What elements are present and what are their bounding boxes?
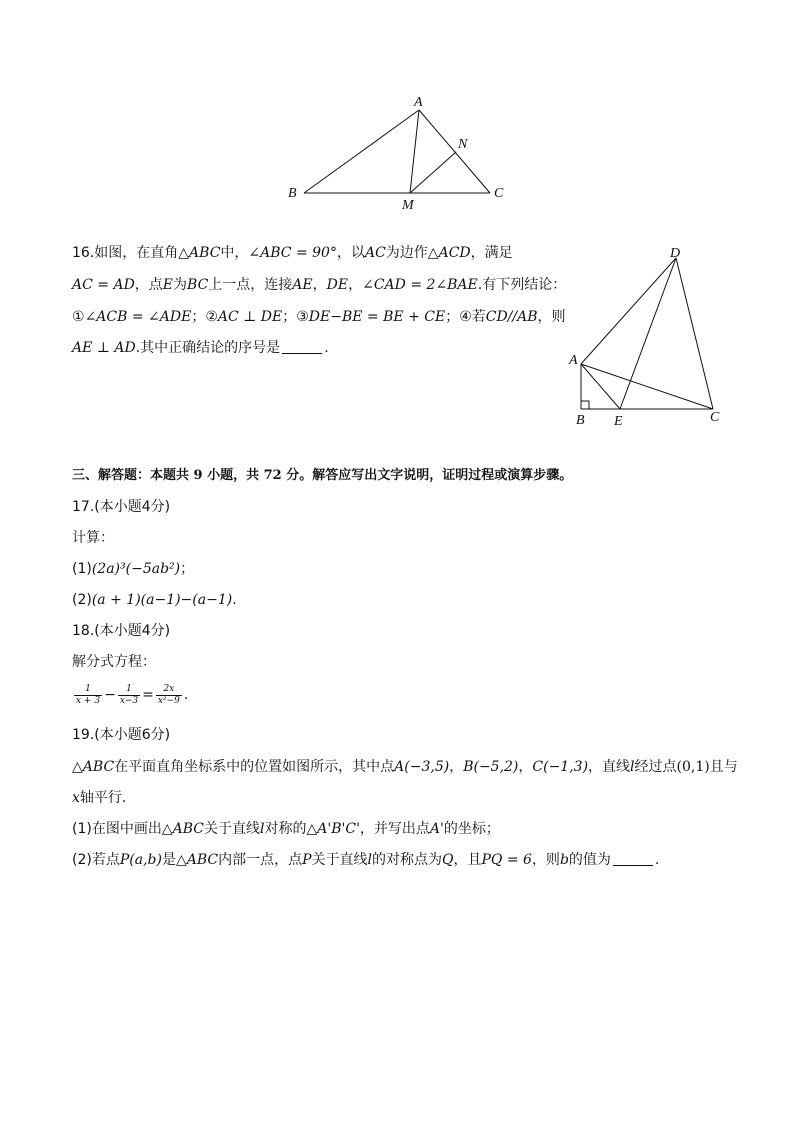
label-e2: E [614, 414, 623, 429]
q16-text: .有下列结论： [477, 277, 567, 293]
q17-text: . [232, 592, 237, 608]
heading-text: 三、解答题：本题共 [72, 468, 194, 483]
label-b2: B [576, 413, 585, 428]
q19-text: 在平面直角坐标系中的位置如图所示，其中点 [114, 759, 395, 775]
math-abc-prime: A'B'C' [317, 821, 360, 837]
math-expr: (a + 1)(a−1)−(a−1) [91, 592, 233, 608]
q16-text: 中， [220, 245, 249, 261]
q16-text: ； [191, 309, 206, 325]
math-ac-ad: AC = AD [72, 277, 135, 293]
math-l: l [630, 759, 635, 775]
q17-part1 [72, 559, 194, 579]
q18-equation [72, 682, 188, 708]
q19-text: ，并写出点 [359, 821, 430, 837]
q19-text: 内部一点，点 [218, 852, 303, 868]
math-x: x [72, 790, 80, 806]
heading-count: 9 [193, 468, 203, 483]
q19-text: . [654, 852, 660, 868]
numerator: 2x [156, 684, 182, 696]
math-de: DE [326, 277, 349, 293]
q18-text: . [183, 687, 189, 703]
label-c2: C [710, 410, 720, 425]
heading-points: 72 [263, 468, 282, 483]
q16-text: 为边作 [385, 245, 428, 261]
q16-text: ； [282, 309, 297, 325]
fraction-2 [118, 684, 140, 707]
q17-part2 [72, 590, 237, 610]
math-abc: ABC [82, 759, 115, 775]
math-abc: ABC [186, 852, 219, 868]
q16-text: ， [312, 277, 327, 293]
q19-text: 关于直线 [311, 852, 368, 868]
math-ae: AE [292, 277, 313, 293]
math-bc: BC [187, 277, 209, 293]
math-expr: (2a)³(−5ab²) [91, 561, 181, 577]
q16-text: ④若 [459, 309, 486, 325]
math-angle-abc: ∠ABC = 90° [248, 245, 337, 261]
math-ac: AC [364, 245, 386, 261]
label-m: M [402, 198, 414, 213]
q19-part2 [72, 850, 659, 870]
label-a: A [414, 95, 423, 110]
math-p: P [302, 852, 312, 868]
math-angle-cad: ∠CAD = 2∠BAE [362, 277, 478, 293]
q16-text: ，以 [336, 245, 365, 261]
q19-part1 [72, 819, 500, 839]
part-label: (2) [72, 592, 92, 608]
math-l: l [367, 852, 373, 868]
q19-text: ， [518, 759, 533, 775]
math-b: b [559, 852, 569, 868]
math-c2: AC ⊥ DE [217, 309, 283, 325]
math-point-c: C(−1,3) [532, 759, 589, 775]
math-c4: CD//AB [485, 309, 538, 325]
math-q: Q [442, 852, 454, 868]
heading-text: 分。解答应写出文字说明，证明过程或演算步骤。 [281, 468, 573, 483]
operator: = [142, 687, 154, 703]
q16-text: ② [205, 309, 218, 325]
denominator: x−3 [119, 695, 139, 706]
label-n: N [458, 137, 468, 152]
math-abc: ABC [172, 821, 204, 837]
q16-text: 上一点，连接 [208, 277, 293, 293]
q18-title: 18.(本小题4分) [72, 623, 171, 639]
q19-text: 的对称点为 [372, 852, 443, 868]
q16-text: ，点 [134, 277, 163, 293]
q16-line1 [72, 243, 513, 263]
triangle-symbol: △ [161, 821, 173, 837]
q19-text: 的值为 [568, 852, 611, 868]
q19-text: ，则 [531, 852, 560, 868]
figure-triangle-amn [280, 90, 520, 215]
label-c: C [494, 186, 504, 201]
denominator: x²−9 [157, 695, 180, 706]
label-b: B [288, 186, 297, 201]
q16-text: ，则 [537, 309, 566, 325]
triangle-symbol: △ [306, 821, 318, 837]
math-c3: DE−BE = BE + CE [308, 309, 446, 325]
math-ae-ad: AE ⊥ AD [72, 340, 136, 356]
q16-text: ， [348, 277, 363, 293]
q19-text: 经过点 [634, 759, 677, 775]
q16-text: ① [72, 309, 85, 325]
q19-text: ，且 [453, 852, 482, 868]
q17-prompt: 计算： [72, 530, 114, 546]
q19-text: 关于直线 [204, 821, 260, 837]
q17-title: 17.(本小题4分) [72, 499, 171, 515]
q16-text: ； [445, 309, 460, 325]
q19-line2 [72, 788, 136, 808]
fraction-1 [74, 684, 102, 707]
answer-blank[interactable] [613, 851, 653, 866]
math-point-b: B(−5,2) [463, 759, 519, 775]
q16-text: ③ [296, 309, 309, 325]
numerator: 1 [74, 684, 102, 696]
q16-line4 [72, 338, 329, 358]
triangle-symbol: △ [175, 852, 187, 868]
math-pq: PQ = 6 [481, 852, 532, 868]
q16-text: ，满足 [470, 245, 513, 261]
math-l: l [260, 821, 265, 837]
label-a2: A [569, 353, 578, 368]
q19-title: 19.(本小题6分) [72, 727, 171, 743]
denominator: x + 3 [76, 695, 101, 706]
q16-text: .其中正确结论的序号是 [135, 340, 281, 356]
q19-text: (1)在图中画出 [72, 821, 162, 837]
q19-text: 对称的 [264, 821, 307, 837]
q19-text: (2)若点 [72, 852, 120, 868]
q16-text: 16.如图，在直角 [72, 245, 179, 261]
q16-line3 [72, 307, 566, 327]
triangle-symbol: △ [178, 245, 190, 261]
q16-line2 [72, 275, 566, 295]
part-label: (1) [72, 561, 92, 577]
q19-text: ，直线 [588, 759, 631, 775]
math-point-a: A(−3,5) [394, 759, 450, 775]
math-acd: ACD [438, 245, 471, 261]
label-d: D [670, 246, 681, 261]
q19-text: 且与 [709, 759, 738, 775]
triangle-symbol: △ [427, 245, 439, 261]
math-c1: ∠ACB = ∠ADE [84, 309, 192, 325]
q19-text: ， [449, 759, 464, 775]
q16-text: 为 [173, 277, 188, 293]
q19-text: 轴平行． [79, 790, 136, 806]
math-point-p: P(a,b) [119, 852, 162, 868]
q16-text: . [324, 340, 329, 356]
q17-text: ； [180, 561, 195, 577]
operator: − [104, 687, 116, 703]
numerator: 1 [118, 684, 140, 696]
math-abc: ABC [189, 245, 221, 261]
section3-heading [72, 466, 572, 486]
math-a-prime: A' [429, 821, 444, 837]
q19-text: 是 [161, 852, 176, 868]
math-point: (0,1) [676, 759, 710, 775]
triangle-symbol: △ [72, 759, 83, 775]
math-e: E [162, 277, 174, 293]
heading-text: 小题，共 [202, 468, 264, 483]
q19-text: 的坐标； [443, 821, 500, 837]
answer-blank[interactable] [282, 339, 322, 354]
figure-triangle-acd [560, 240, 740, 435]
q19-line1 [72, 757, 738, 777]
q18-prompt: 解分式方程： [72, 654, 156, 670]
fraction-3 [156, 684, 182, 707]
